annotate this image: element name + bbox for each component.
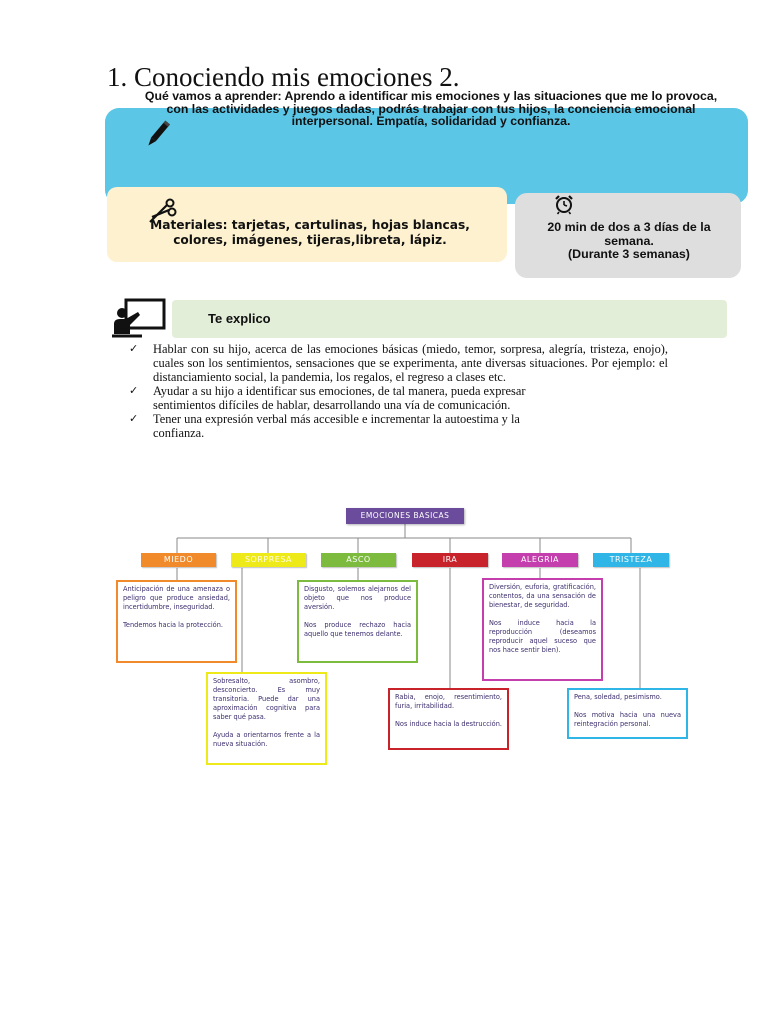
category-ira: IRA bbox=[412, 553, 488, 567]
explain-heading-bar bbox=[172, 300, 727, 338]
explain-bullet-list bbox=[128, 342, 668, 440]
pencil-icon bbox=[144, 118, 172, 150]
description-text: Rabia, enojo, resentimiento, furia, irritabilidad. bbox=[395, 693, 502, 710]
description-text: Sobresalto, asombro, desconcierto. Es muy transitoria. Puede dar una aproximación cognitiva para saber qué pasa. bbox=[213, 677, 320, 721]
duration-line-2: (Durante 3 semanas) bbox=[568, 247, 690, 261]
alarm-clock-icon bbox=[553, 193, 575, 215]
bullet-item: ✓ Ayudar a su hijo a identificar sus emociones, de tal manera, pueda expresar sentimientos difíciles de hablar, desarrollando una vía de comunicación. bbox=[128, 384, 573, 412]
description-text: Pena, soledad, pesimismo. bbox=[574, 693, 662, 701]
duration-line-1: 20 min de dos a 3 días de la semana. bbox=[547, 220, 711, 248]
diagram-root-node: EMOCIONES BASICAS bbox=[346, 508, 464, 524]
category-alegria: ALEGRIA bbox=[502, 553, 578, 567]
description-text: Nos induce hacia la destrucción. bbox=[395, 720, 502, 728]
category-miedo: MIEDO bbox=[141, 553, 216, 567]
bullet-item: ✓ Hablar con su hijo, acerca de las emociones básicas (miedo, temor, sorpresa, alegría, tristeza, enojo), cuales son los sentimientos, sensaciones que se experimenta, ante diversas situaciones. Por ejemplo: el distanciamiento social, la pandemia, los regalos, el regreso a clases etc. bbox=[128, 342, 668, 384]
description-miedo bbox=[116, 580, 237, 663]
teacher-board-icon bbox=[112, 298, 168, 340]
description-ira bbox=[388, 688, 509, 750]
description-asco bbox=[297, 580, 418, 663]
page-title: 1. Conociendo mis emociones 2. bbox=[107, 62, 460, 92]
explain-heading: Te explico bbox=[208, 311, 271, 326]
materials-text: Materiales: tarjetas, cartulinas, hojas blancas, colores, imágenes, tijeras,libreta, lápiz. bbox=[150, 218, 470, 247]
description-text: Nos produce rechazo hacia aquello que tenemos delante. bbox=[304, 621, 411, 638]
duration-text bbox=[524, 221, 734, 262]
learning-goal-text: Qué vamos a aprender: Aprendo a identificar mis emociones y las situaciones que me lo provoca, con las actividades y juegos dadas, podrás trabajar con tus hijos, la conciencia emocional interpersonal. Empatía, solidaridad y confianza. bbox=[144, 89, 718, 128]
description-sorpresa bbox=[206, 672, 327, 765]
description-tristeza bbox=[567, 688, 688, 739]
description-text: Disgusto, solemos alejarnos del objeto que nos produce aversión. bbox=[304, 585, 411, 611]
description-text: Diversión, euforia, gratificación, contentos, da una sensación de bienestar, de seguridad. bbox=[489, 583, 596, 609]
description-text: Nos induce hacia la reproducción (deseamos reproducir aquel suceso que nos hace sentir bien). bbox=[489, 619, 596, 654]
description-alegria bbox=[482, 578, 603, 681]
bullet-item: ✓ Tener una expresión verbal más accesible e incrementar la autoestima y la confianza. bbox=[128, 412, 573, 440]
description-text: Nos motiva hacia una nueva reintegración personal. bbox=[574, 711, 681, 728]
description-text: Anticipación de una amenaza o peligro que produce ansiedad, incertidumbre, inseguridad. bbox=[123, 585, 230, 611]
description-text: Ayuda a orientarnos frente a la nueva situación. bbox=[213, 731, 320, 748]
category-tristeza: TRISTEZA bbox=[593, 553, 669, 567]
description-text: Tendemos hacia la protección. bbox=[123, 621, 223, 629]
category-asco: ASCO bbox=[321, 553, 396, 567]
category-sorpresa: SORPRESA bbox=[231, 553, 306, 567]
